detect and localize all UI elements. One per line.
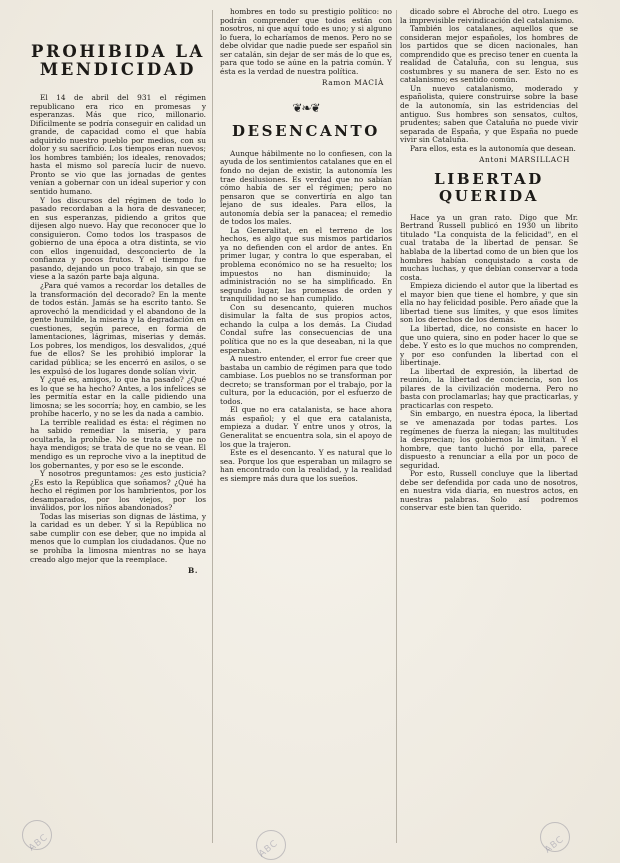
paragraph: Y ¿qué es, amigos, lo que ha pasado? ¿Qué es lo que se ha hecho? Antes, a los infelices se les permitía estar en la calle pidiendo una limosna; se les socorría; hoy, en cambio, se les prohíbe hacerlo, y no se les da nada a cambio. bbox=[30, 375, 206, 419]
paragraph: Sin embargo, en nuestra época, la libertad se ve amenazada por todas partes. Los regímenes de fuerza la niegan; las multitudes la desprecian; los gobiernos la limitan. Y el hombre, que tanto luchó por ella, parece dispuesto a renunciar a ella por un poco de seguridad. bbox=[400, 409, 578, 470]
headline-prohibida: PROHIBIDA LA MENDICIDAD bbox=[31, 42, 205, 79]
paragraph: Este es el desencanto. Y es natural que lo sea. Porque los que esperaban un milagro se han encontrado con la realidad, y la realidad es siempre más dura que los sueños. bbox=[220, 448, 392, 483]
archive-stamp: ABC bbox=[27, 832, 51, 854]
paragraph: Hace ya un gran rato. Digo que Mr. Bertrand Russell publicó en 1930 un librito titulado "La conquista de la felicidad", en el cual trataba de la libertad de pensar. Se hablaba de la libertad como de un bien que los hombres habían conquistado a costa de muchas luchas, y que debían conservar a toda costa. bbox=[400, 212, 578, 282]
archive-stamp: ABC bbox=[543, 834, 567, 856]
paragraph: hombres en todo su prestigio político: no podrán comprender que todos están con nosotros, ni que aquí todo es uno; y si alguno lo fuera, lo echaríamos de menos. Pero no se debe olvidar que nadie puede ser español sin ser catalán, sin dejar de ser más de lo que es, para que todo se aúne en la patria común. Y ésta es la verdad de nuestra política. bbox=[220, 8, 392, 76]
archive-stamp: ABC bbox=[257, 838, 281, 860]
paragraph: También los catalanes, aquellos que se consideran mejor españoles, los hombres de los partidos que se dicen nacionales, han comprendido que es preciso tener en cuenta la realidad de Cataluña, con su lengua, sus costumbres y su manera de ser. Esto no es catalanismo; es sentido común. bbox=[400, 24, 578, 85]
paragraph: Un nuevo catalanismo, moderado y españolista, quiere construirse sobre la base de la autonomía, sin las estridencias del antiguo. Sus hombres son sensatos, cultos, prudentes; saben que Cataluña no puede vivir separada de España, y que España no puede vivir sin Cataluña. bbox=[400, 83, 578, 145]
paragraph: Todas las miserias son dignas de lástima, y la caridad es un deber. Y si la República no sabe cumplir con ese deber, que no impida al menos que lo cumplan los ciudadanos. Que no se prohíba la limosna mientras no se haya creado algo mejor que la reemplace. bbox=[30, 511, 206, 564]
paragraph: El que no era catalanista, se hace ahora más español; y el que era catalanista, empieza a dudar. Y entre unos y otros, la Generalitat se encuentra sola, sin el apoyo de los que la trajeron. bbox=[220, 405, 392, 449]
column-middle bbox=[220, 8, 392, 849]
column-divider bbox=[396, 10, 397, 843]
headline-desencanto: DESENCANTO bbox=[232, 121, 380, 140]
paragraph: Con su desencanto, quieren muchos disimular la falta de sus propios actos, echando la culpa a los demás. La Ciudad Condal sufre las consecuencias de una política que no es la que deseaban, ni la que esperaban. bbox=[220, 302, 392, 355]
paragraph: La libertad de expresión, la libertad de reunión, la libertad de conciencia, son los pilares de la civilización moderna. Pero no basta con proclamarlas; hay que practicarlas, y practicarlas con respeto. bbox=[400, 366, 578, 410]
paragraph: El 14 de abril del 931 el régimen republicano era rico en promesas y esperanzas. Más que rico, millonario. Difícilmente se podría conseguir en calidad un grande, de capacidad como el que había adquirido nuestro pueblo por medios, con su dolor y su sacrificio. Los tiempos eran nuevos; los hombres también; los ideales, renovados; hasta el mismo sol parecía lucir de nuevo. Pronto se vio que las jornadas de gentes venían a gobernar con un ideal superior y con sentido humano. bbox=[30, 93, 206, 197]
ornament-divider: ❦❧❦ bbox=[292, 100, 320, 115]
paragraph: Para ellos, esta es la autonomía que desean. bbox=[410, 143, 576, 153]
paragraph: Empieza diciendo el autor que la libertad es el mayor bien que tiene el hombre, y que sin ella no hay felicidad posible. Pero añade que la libertad tiene sus límites, y que esos límites son los derechos de los demás. bbox=[400, 281, 578, 325]
signature-marsillach: Antoni MARSILLACH bbox=[479, 155, 570, 165]
signature: B. bbox=[187, 566, 198, 576]
paragraph: La libertad, dice, no consiste en hacer lo que uno quiera, sino en poder hacer lo que se debe. Y esto es lo que muchos no comprenden, y por eso confunden la libertad con el libertinaje. bbox=[400, 323, 578, 368]
paragraph: Y los discursos del régimen de todo lo pasado recordaban a la hora de desvanecer, en sus esperanzas, pidiendo a gritos que dijesen algo nuevo. Hay que reconocer que lo consiguieron. Como todos los traspasos de gobierno de una época a otra distinta, se vio con ellos ingenuidad, desconcierto de la confianza y pocos frutos. Y el tiempo fue pasando, dejando un poco trabajo, sin que se viese a la sazón parte baja alguna. bbox=[30, 195, 206, 282]
paragraph: La Generalitat, en el terreno de los hechos, es algo que sus mismos partidarios ya no defienden con el ardor de antes. En primer lugar, y contra lo que esperaban, el problema económico no se ha resuelto; los impuestos no han disminuido; la administración no se ha simplificado. En segundo lugar, las promesas de orden y tranquilidad no se han cumplido. bbox=[220, 225, 392, 304]
headline-libertad: LIBERTAD QUERIDA bbox=[434, 169, 544, 205]
column-right bbox=[400, 8, 578, 849]
paragraph: Y nosotros preguntamos: ¿es esto justicia? ¿Es esto la República que soñamos? ¿Qué ha hecho el régimen por los hambrientos, por los desamparados, por los viejos, por los inválidos, por los niños abandonados? bbox=[30, 469, 206, 513]
paragraph: A nuestro entender, el error fue creer que bastaba un cambio de régimen para que todo cambiase. Los pueblos no se transforman por decreto; se transforman por el trabajo, por la cultura, por la educación, por el esfuerzo de todos. bbox=[220, 354, 392, 406]
paragraph: La terrible realidad es ésta: el régimen no ha sabido remediar la miseria, y para ocultarla, la prohíbe. No se trata de que no haya mendigos; se trata de que no se vean. El mendigo es un reproche vivo a la ineptitud de los gobernantes, y por eso se le esconde. bbox=[30, 417, 206, 470]
column-left bbox=[30, 8, 206, 849]
paragraph: ¿Para qué vamos a recordar los detalles de la transformación del decorado? En la mente de todos están. Jamás se ha escrito tanto. Se aprovechó la mendicidad y el abandono de la gente humilde, la miseria y la degradación en cuestiones, según parece, en forma de lamentaciones, lágrimas, miserias y demás. Los pobres, los mendigos, los desvalidos, ¿qué fue de ellos? Se les prohibió implorar la caridad pública; se les encerró en asilos, o se les expulsó de los lugares donde solían vivir. bbox=[30, 281, 206, 376]
paragraph: dicado sobre el Abroche del otro. Luego es la imprevisible reivindicación del catalanismo. bbox=[400, 8, 578, 25]
signature-macia: Ramon MACIÀ bbox=[321, 78, 384, 88]
paragraph: Aunque hábilmente no lo confiesen, con la ayuda de los sentimientos catalanes que en el fondo no dejan de existir, la autonomía les trae desilusiones. Es verdad que no sabían cómo había de ser el régimen; pero no pensaron que se convertiría en algo tan lejano de sus ideales. Para ellos, la autonomía debía ser la panacea; el remedio de todos los males. bbox=[220, 148, 392, 227]
column-divider bbox=[212, 10, 213, 843]
paragraph: Por esto, Russell concluye que la libertad debe ser defendida por cada uno de nosotros, en nuestra vida diaria, en nuestros actos, en nuestras palabras. Solo así podremos conservar este bien tan querido. bbox=[400, 469, 578, 513]
